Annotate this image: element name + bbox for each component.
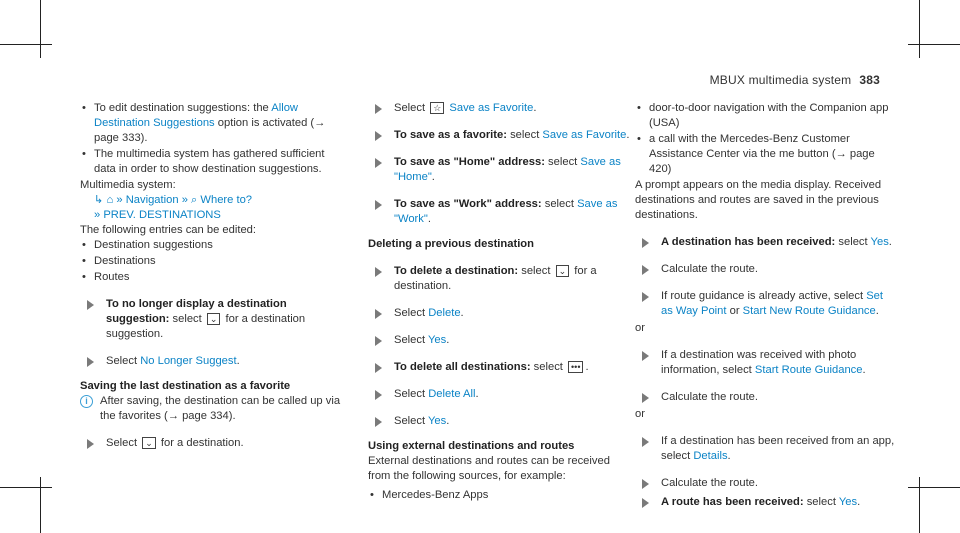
step-arrow-icon	[642, 351, 649, 361]
info-note: i After saving, the destination can be called up via the favorites (→ page 334).	[80, 394, 342, 424]
step-arrow-icon	[375, 390, 382, 400]
step: Select Delete.	[368, 306, 630, 321]
link-save-as-favorite[interactable]: Save as Favorite	[542, 129, 627, 141]
chevron-down-icon[interactable]: ⌄	[142, 437, 156, 449]
link-yes[interactable]: Yes	[838, 496, 858, 508]
home-icon[interactable]: ⌂	[106, 194, 114, 206]
step-arrow-icon	[375, 131, 382, 141]
column-1	[80, 101, 342, 451]
link-save-as-home[interactable]: Save as "Home"	[394, 156, 621, 183]
link-start-route-guidance[interactable]: Start Route Guidance	[754, 364, 863, 376]
crop-mark	[40, 477, 41, 533]
crop-mark	[40, 0, 41, 58]
step: Select ☆ Save as Favorite.	[368, 101, 630, 116]
path-navigation[interactable]: Navigation	[125, 194, 179, 206]
step: To no longer display a destination suggestion: select ⌄ for a destination suggestion.	[80, 297, 342, 342]
step: To delete all destinations: select ••• .	[368, 360, 630, 375]
chevron-down-icon[interactable]: ⌄	[556, 265, 570, 277]
crop-mark	[0, 487, 52, 488]
step: To save as "Home" address: select Save as "Home".	[368, 155, 630, 185]
link-save-as-favorite[interactable]: Save as Favorite	[449, 102, 534, 114]
list-item: • a call with the Mercedes-Benz Customer Assistance Center via the me button (→ page 420)	[635, 132, 897, 177]
step-arrow-icon	[375, 309, 382, 319]
step-arrow-icon	[642, 393, 649, 403]
step-arrow-icon	[375, 104, 382, 114]
list-item: • To edit destination suggestions: the Allow Destination Suggestions option is activated (→ page 333).	[80, 101, 342, 146]
step: Select No Longer Suggest.	[80, 354, 342, 369]
link-yes[interactable]: Yes	[870, 236, 889, 248]
step-arrow-icon	[642, 238, 649, 248]
menu-path	[80, 208, 342, 223]
page-number: 383	[859, 73, 880, 87]
section-heading: Using external destinations and routes	[368, 440, 575, 452]
crop-mark	[908, 44, 960, 45]
step: Select Yes.	[368, 333, 630, 348]
step-arrow-icon	[642, 292, 649, 302]
section-heading: Deleting a previous destination	[368, 238, 534, 250]
step-arrow-icon	[375, 363, 382, 373]
link-save-as-work[interactable]: Save as "Work"	[394, 198, 618, 225]
system-label: Multimedia system:	[80, 179, 176, 191]
list-item: • Mercedes-Benz Apps	[368, 488, 630, 503]
chevron-down-icon[interactable]: ⌄	[207, 313, 221, 325]
list-item: • Destination suggestions	[80, 238, 342, 253]
step-arrow-icon	[642, 479, 649, 489]
step-arrow-icon	[375, 417, 382, 427]
path-where-to[interactable]: Where to?	[200, 194, 253, 206]
link-set-as-way-point[interactable]: Set as Way Point	[661, 290, 884, 317]
link-yes[interactable]: Yes	[428, 334, 447, 346]
step-arrow-icon	[375, 200, 382, 210]
step-arrow-icon	[375, 158, 382, 168]
link-yes[interactable]: Yes	[428, 415, 447, 427]
more-icon[interactable]: •••	[568, 361, 583, 373]
column-3	[635, 101, 897, 510]
path-prev-destinations[interactable]: PREV. DESTINATIONS	[103, 209, 221, 221]
link-start-new-route-guidance[interactable]: Start New Route Guidance	[742, 305, 876, 317]
crop-mark	[919, 0, 920, 58]
step-arrow-icon	[642, 437, 649, 447]
paragraph: External destinations and routes can be received from the following sources, for example:	[368, 455, 610, 482]
step: If a destination was received with photo information, select Start Route Guidance.	[635, 348, 897, 378]
step: A destination has been received: select Yes.	[635, 235, 897, 250]
double-arrow-icon: »	[94, 209, 101, 221]
step-arrow-icon	[375, 267, 382, 277]
step: Select ⌄ for a destination.	[80, 436, 342, 451]
step: To save as a favorite: select Save as Favorite.	[368, 128, 630, 143]
menu-path	[80, 193, 342, 208]
link-allow-destination-suggestions[interactable]: Allow Destination Suggestions	[94, 102, 298, 129]
step: A route has been received: select Yes.	[635, 495, 897, 510]
crop-mark	[919, 477, 920, 533]
header-title: MBUX multimedia system	[709, 73, 852, 87]
step: Calculate the route.	[635, 262, 897, 277]
double-arrow-icon: »	[116, 194, 123, 206]
step: Calculate the route.	[635, 390, 897, 405]
step-arrow-icon	[642, 498, 649, 508]
step-arrow-icon	[87, 357, 94, 367]
step-arrow-icon	[642, 265, 649, 275]
link-delete[interactable]: Delete	[428, 307, 461, 319]
list-item: • Routes	[80, 270, 342, 285]
info-icon: i	[80, 395, 93, 408]
step: Calculate the route.	[635, 476, 897, 491]
list-item: • door-to-door navigation with the Companion app (USA)	[635, 101, 897, 131]
step: Select Yes.	[368, 414, 630, 429]
link-details[interactable]: Details	[693, 450, 728, 462]
paragraph: The following entries can be edited:	[80, 224, 257, 236]
list-item: • Destinations	[80, 254, 342, 269]
step: To delete a destination: select ⌄ for a destination.	[368, 264, 630, 294]
step-arrow-icon	[87, 300, 94, 310]
double-arrow-icon: »	[181, 194, 188, 206]
paragraph: A prompt appears on the media display. Received destinations and routes are saved in the previous destinations.	[635, 179, 882, 221]
step-arrow-icon	[87, 439, 94, 449]
or-text: or	[635, 408, 645, 420]
step-arrow-icon	[375, 336, 382, 346]
search-icon[interactable]: ⌕	[191, 194, 198, 206]
step: If a destination has been received from an app, select Details.	[635, 434, 897, 464]
list-item: • The multimedia system has gathered sufficient data in order to show destination suggestions.	[80, 147, 342, 177]
link-delete-all[interactable]: Delete All	[428, 388, 476, 400]
page-header	[710, 73, 880, 87]
section-heading: Saving the last destination as a favorite	[80, 380, 291, 392]
step: To save as "Work" address: select Save as "Work".	[368, 197, 630, 227]
link-no-longer-suggest[interactable]: No Longer Suggest	[140, 355, 237, 367]
step: If route guidance is already active, select Set as Way Point or Start New Route Guidance.	[635, 289, 897, 319]
star-icon[interactable]: ☆	[430, 102, 444, 114]
step: Select Delete All.	[368, 387, 630, 402]
or-text: or	[635, 322, 645, 334]
crop-mark	[0, 44, 52, 45]
column-2	[368, 101, 630, 504]
path-arrow-icon: ↳	[94, 194, 104, 206]
crop-mark	[908, 487, 960, 488]
